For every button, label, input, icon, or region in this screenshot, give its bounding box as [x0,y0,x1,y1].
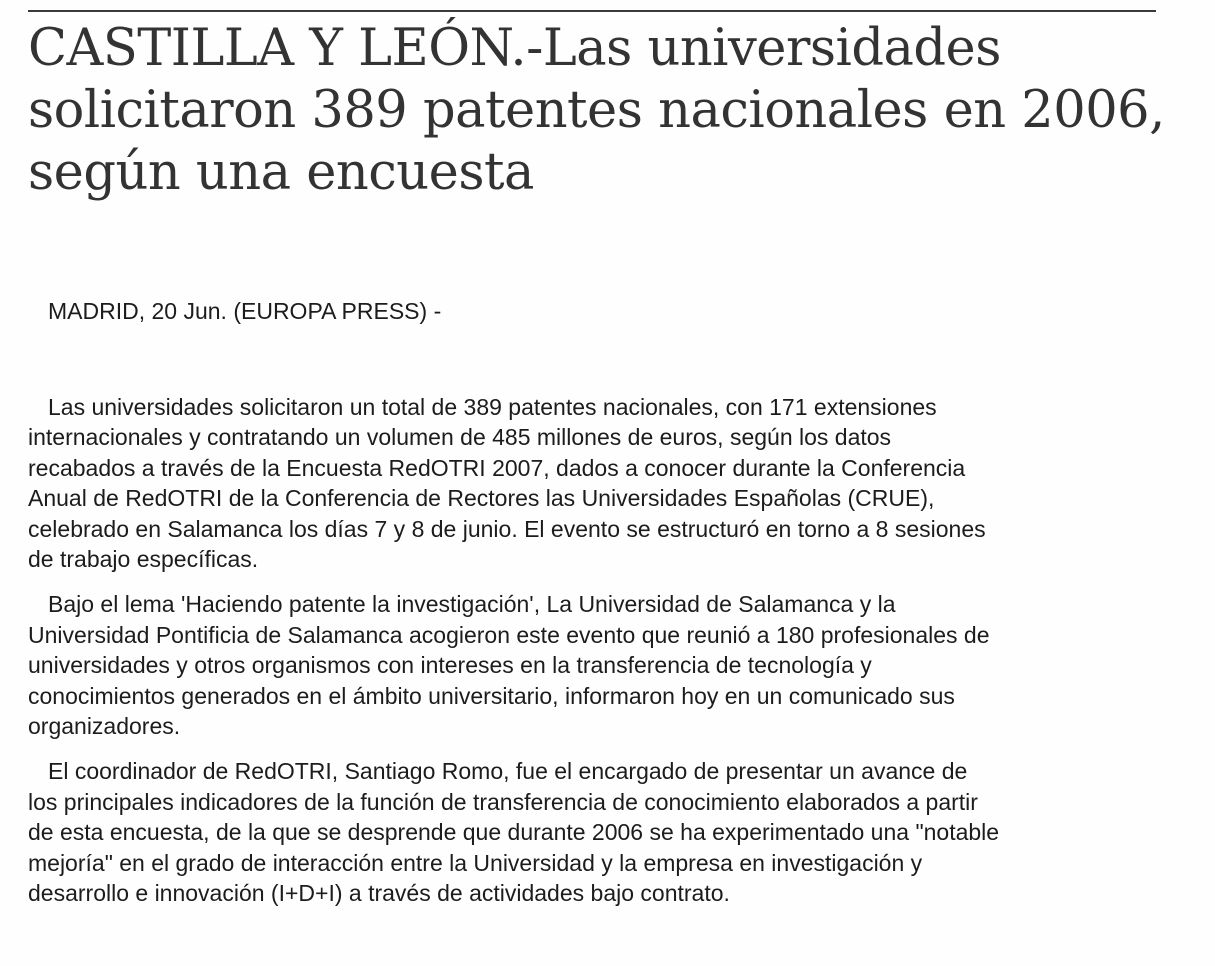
article-paragraph: Las universidades solicitaron un total de 389 patentes nacionales, con 171 extensiones internacionales y contratando un volumen de 485 millones de euros, según los datos recabados a través de la Encuesta RedOTRI 2007, dados a conocer durante la Conferencia Anual de RedOTRI de la Conferencia de Rectores las Universidades Españolas (CRUE), celebrado en Salamanca los días 7 y 8 de junio. El evento se estructuró en torno a 8 sesiones de trabajo específicas. [28,394,986,573]
article-body [28,392,1158,924]
article-headline: CASTILLA Y LEÓN.-Las universidades solicitaron 389 patentes nacionales en 2006, según una encuesta [28,19,1165,202]
article-dateline: MADRID, 20 Jun. (EUROPA PRESS) - [48,298,442,324]
top-divider [28,10,1156,12]
article-paragraph: Bajo el lema 'Haciendo patente la investigación', La Universidad de Salamanca y la Universidad Pontificia de Salamanca acogieron este evento que reunió a 180 profesionales de universidades y otros organismos con intereses en la transferencia de tecnología y conocimientos generados en el ámbito universitario, informaron hoy en un comunicado sus organizadores. [28,591,990,740]
article-paragraph: El coordinador de RedOTRI, Santiago Romo, fue el encargado de presentar un avance de los principales indicadores de la función de transferencia de conocimiento elaborados a partir de esta encuesta, de la que se desprende que durante 2006 se ha experimentado una "notable mejoría" en el grado de interacción entre la Universidad y la empresa en investigación y desarrollo e innovación (I+D+I) a través de actividades bajo contrato. [28,758,1000,907]
